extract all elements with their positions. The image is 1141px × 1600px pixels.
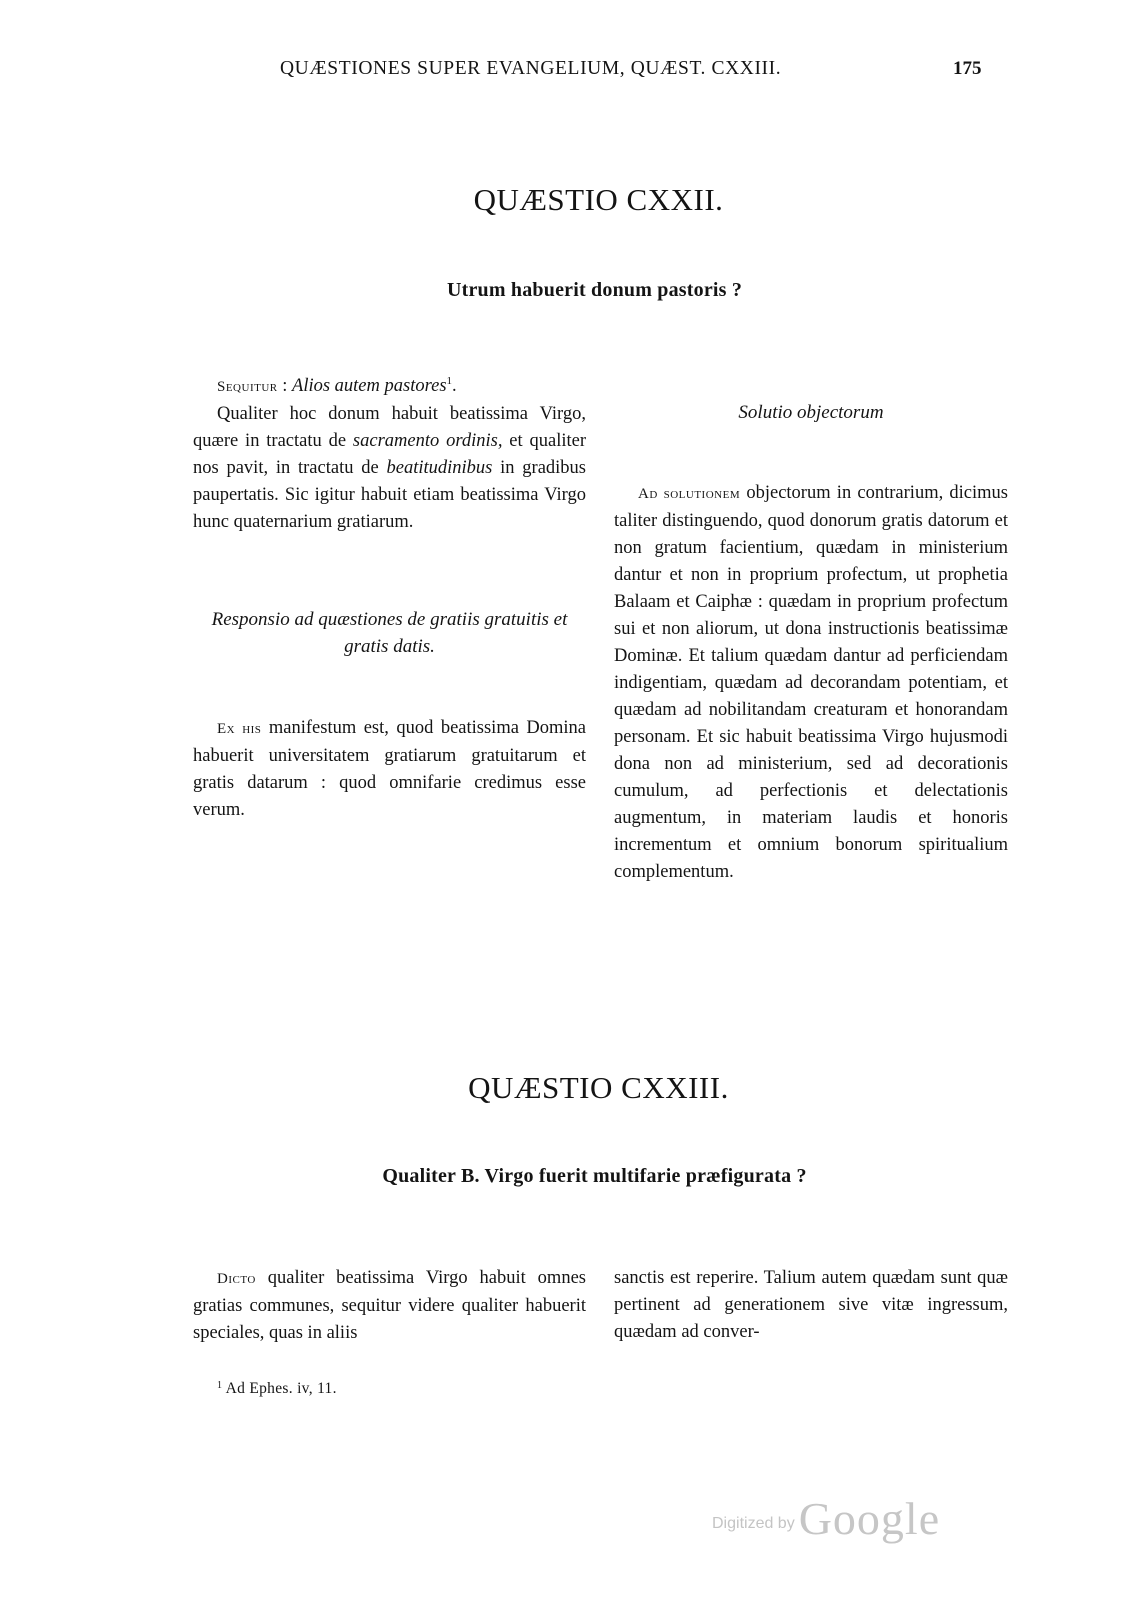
footnote-mark: 1 <box>217 1380 223 1391</box>
footnote <box>217 1380 337 1398</box>
question-123-left-column <box>193 1265 586 1347</box>
running-head: QUÆSTIONES SUPER EVANGELIUM, QUÆST. CXXIII. <box>280 58 782 79</box>
question-122-title <box>0 182 1141 218</box>
question-123-right-column <box>614 1265 1008 1346</box>
lead-small-caps: Ad solutionem <box>638 486 741 502</box>
google-logo: Google <box>798 1493 941 1544</box>
question-122-title-text: QUÆSTIO CXXII. <box>473 182 724 217</box>
question-123-subtitle <box>0 1165 1141 1188</box>
scripture-quote: Alios autem pastores <box>292 376 447 396</box>
question-123-subtitle-text: Qualiter B. Virgo fuerit multifarie præfigurata ? <box>382 1165 807 1187</box>
responsio-heading: Responsio ad quæstiones de gratiis gratuitis et gratis datis. <box>211 609 568 657</box>
page-number: 175 <box>953 58 982 79</box>
footnote-reference: 1 <box>446 375 453 387</box>
question-122-subtitle <box>0 279 1141 302</box>
question-123-title-text: QUÆSTIO CXXIII. <box>468 1070 729 1105</box>
lead-small-caps: Sequitur <box>217 379 278 395</box>
question-122-subtitle-text: Utrum habuerit donum pastoris ? <box>446 279 743 301</box>
ad-solutionem-paragraph: Ad solutionem objectorum in contrarium, dicimus taliter distinguendo, quod donorum gratis datorum et non gratum facientium, quædam in ministerium dantur et non in proprium profectum, ut prophetia Balaam et Caiphæ : quædam in proprium profectum sui et non aliorum, ut dona instructionis beatissimæ Dominæ. Et talium quædam dantur ad perficiendam indigentiam, quædam ad decorandam potentiam, et quædam ad nobilitandam creaturam et honorandam personam. Et sic habuit beatissima Virgo hujusmodi dona non ad ministerium, sed ad decorationis cumulum, ad perfectionis et delectationis augmentum, in materiam laudis et honoris incrementum et omnium bonorum spiritualium complementum. <box>614 483 1008 882</box>
lead-small-caps: Dicto <box>217 1271 256 1287</box>
watermark-prefix: Digitized by <box>712 1515 795 1532</box>
digitized-by-google-watermark <box>712 1492 940 1545</box>
question-123-title <box>0 1070 1141 1106</box>
sequitur-paragraph: Sequitur : Alios autem pastores$^1$. Qualiter hoc donum habuit beatissima Virgo, quære in tractatu de sacramento ordinis, et qualiter nos pavit, in tractatu de beatitudinibus in gradibus paupertatis. Sic igitur habuit etiam beatissima Virgo hunc quaternarium gratiarum. <box>193 375 586 532</box>
solutio-heading: Solutio objectorum <box>738 402 884 423</box>
sanctis-paragraph: sanctis est reperire. Talium autem quædam sunt quæ pertinent ad generationem sive vitæ ingressum, quædam ad conver- <box>614 1268 1008 1342</box>
dicto-paragraph: Dicto qualiter beatissima Virgo habuit omnes gratias communes, sequitur videre qualiter habuerit speciales, quas in aliis <box>193 1268 586 1343</box>
question-122-right-column <box>614 399 1008 886</box>
lead-small-caps: Ex his <box>217 721 262 737</box>
ex-his-paragraph: Ex his manifestum est, quod beatissima Domina habuerit universitatem gratiarum gratuitarum et gratis datarum : quod omnifarie credimus esse verum. <box>193 718 586 820</box>
footnote-text: Ad Ephes. iv, 11. <box>222 1380 337 1397</box>
question-122-left-column <box>193 373 586 824</box>
